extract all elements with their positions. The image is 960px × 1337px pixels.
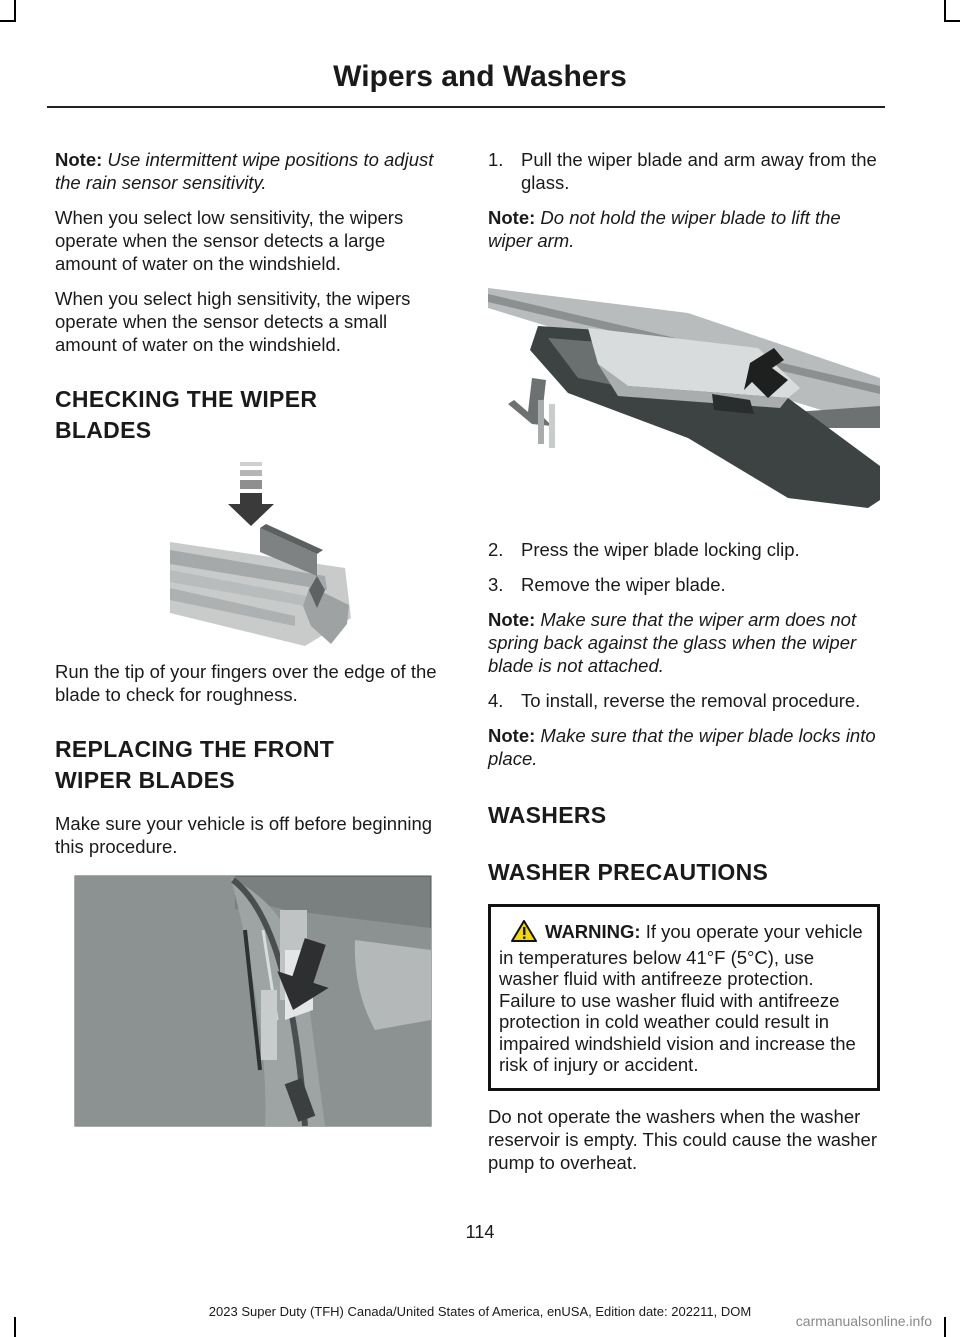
heading-washer-precautions: WASHER PRECAUTIONS [488,859,769,885]
steps-list-c [488,689,880,712]
crop-mark [944,0,946,20]
note-text: Make sure that the wiper arm does not spring back against the glass when the wiper blade is not attached. [488,609,857,676]
note-hold-blade [488,206,880,252]
step-number: 2. [488,539,504,560]
note-arm-spring-back [488,608,880,677]
warning-text: If you operate your vehicle in temperatures below 41°F (5°C), use washer fluid with antifreeze protection. Failure to use washer fluid with antifreeze protection in cold weather could result in impaired windshield vision and increase the risk of injury or accident. [499,921,863,1075]
para-reservoir-empty: Do not operate the washers when the washer reservoir is empty. This could cause the washer pump to overheat. [488,1105,878,1173]
step-number: 4. [488,690,504,711]
wiper-blade-edge-illustration [55,458,447,648]
figure-wiper-blade-edge [55,458,447,648]
page-title: Wipers and Washers [333,60,627,93]
windshield-wiper-illustration [55,870,447,1128]
steps-list-a [488,148,880,194]
note-label: Note: [488,609,536,630]
crop-mark [944,20,960,22]
step-number: 1. [488,149,504,170]
footer-edition: 2023 Super Duty (TFH) Canada/United States of America, enUSA, Edition date: 202211, DOM [208,1304,752,1319]
para-high-sensitivity: When you select high sensitivity, the wipers operate when the sensor detects a small amount of water on the windshield. [55,288,411,355]
note-rain-sensor [55,148,447,194]
step-item [488,689,880,712]
heading-washers: WASHERS [488,802,607,828]
warning-box [488,904,880,1091]
note-text: Make sure that the wiper blade locks into place. [488,725,876,769]
heading-checking-wiper-blades [55,384,447,446]
note-text: Use intermittent wipe positions to adjust the rain sensor sensitivity. [55,149,434,193]
heading-line: WIPER BLADES [55,767,235,793]
header-rule [47,106,885,108]
page-number: 114 [465,1222,495,1242]
warning-label: WARNING: [545,921,641,942]
warning-triangle-icon [511,920,537,947]
step-item [488,573,880,596]
crop-mark [14,0,16,20]
heading-line: REPLACING THE FRONT [55,736,335,762]
note-label: Note: [488,207,536,228]
para-check-roughness: Run the tip of your fingers over the edge of the blade to check for roughness. [55,661,437,705]
note-label: Note: [55,149,103,170]
para-vehicle-off: Make sure your vehicle is off before beginning this procedure. [55,813,433,857]
heading-line: BLADES [55,417,152,443]
right-column [488,148,880,1186]
crop-mark [14,1317,16,1337]
note-label: Note: [488,725,536,746]
para-low-sensitivity: When you select low sensitivity, the wipers operate when the sensor detects a large amount of water on the windshield. [55,207,404,274]
watermark: carmanualsonline.info [795,1313,932,1329]
step-text: Pull the wiper blade and arm away from the glass. [521,149,877,193]
heading-line: CHECKING THE WIPER [55,386,318,412]
heading-replacing-front-wiper-blades [55,734,447,796]
step-text: Remove the wiper blade. [521,574,726,595]
step-number: 3. [488,574,504,595]
note-text: Do not hold the wiper blade to lift the wiper arm. [488,207,841,251]
note-blade-locks [488,724,880,770]
step-text: Press the wiper blade locking clip. [521,539,800,560]
step-item [488,538,880,561]
figure-wiper-arm-clip [488,268,880,514]
figure-windshield-wiper [55,870,447,1128]
steps-list-b [488,538,880,596]
step-text: To install, reverse the removal procedure. [521,690,861,711]
step-item [488,148,880,194]
left-column [55,148,447,1140]
wiper-arm-clip-illustration [488,268,880,514]
crop-mark [944,1317,946,1337]
crop-mark [0,20,16,22]
